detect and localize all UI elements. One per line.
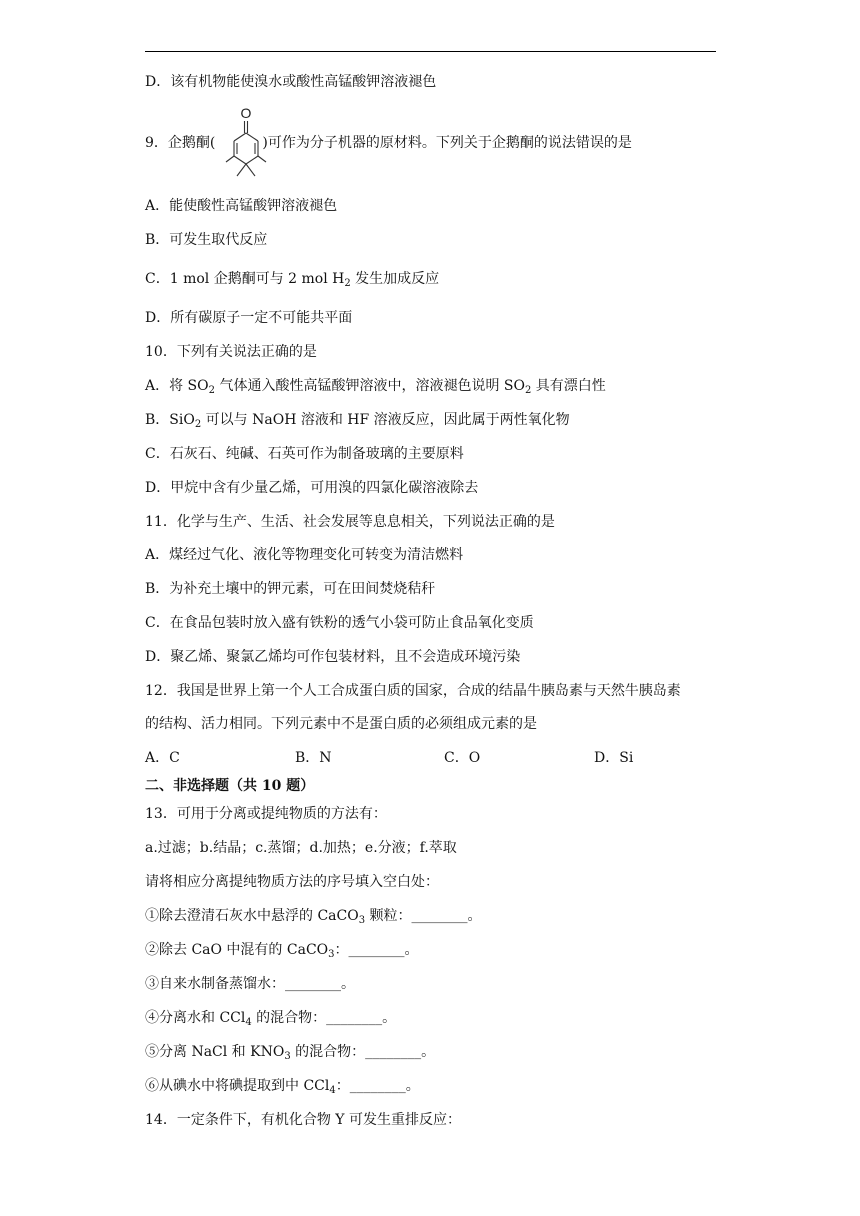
carbonyl-oxygen-label: O [240, 105, 252, 121]
q13-item-1: ①除去澄清石灰水中悬浮的 CaCO$_3$ 颗粒：________。 [145, 908, 482, 926]
section-title: 二、非选择题（共 10 题） [145, 778, 315, 794]
penguinone-structure [221, 103, 271, 183]
q9-stem-post: )可作为分子机器的原材料。下列关于企鹅酮的说法错误的是 [262, 135, 632, 151]
q13-item-3: ③自来水制备蒸馏水：________。 [145, 976, 355, 992]
q9-stem [145, 133, 632, 153]
q11-option-a: A．煤经过气化、液化等物理变化可转变为清洁燃料 [145, 547, 464, 563]
q13-item-2: ②除去 CaO 中混有的 CaCO$_3$：________。 [145, 942, 419, 960]
q10-option-c: C．石灰石、纯碱、石英可作为制备玻璃的主要原料 [145, 446, 464, 462]
q14-stem: 14．一定条件下，有机化合物 Y 可发生重排反应： [145, 1112, 461, 1128]
q13-stem: 13．可用于分离或提纯物质的方法有： [145, 806, 387, 822]
q12-stem-line2: 的结构、活力相同。下列元素中不是蛋白质的必须组成元素的是 [145, 716, 537, 732]
q9-option-a: A．能使酸性高锰酸钾溶液褪色 [145, 198, 338, 214]
q12-option-a: A．C [145, 750, 180, 766]
q9-stem-pre: 9．企鹅酮( [145, 135, 216, 151]
q11-stem: 11．化学与生产、生活、社会发展等息息相关，下列说法正确的是 [145, 514, 555, 530]
q13-item-6: ⑥从碘水中将碘提取到中 CCl$_4$：________。 [145, 1078, 420, 1096]
q11-option-c: C．在食品包装时放入盛有铁粉的透气小袋可防止食品氧化变质 [145, 615, 534, 631]
q10-option-b: B．SiO$_2$ 可以与 NaOH 溶液和 HF 溶液反应，因此属于两性氧化物 [145, 412, 570, 430]
q9-option-b: B．可发生取代反应 [145, 232, 268, 248]
q13-instruction: 请将相应分离提纯物质方法的序号填入空白处： [145, 874, 439, 890]
q10-option-a: A．将 $SO_2$ 气体通入酸性高锰酸钾溶液中，溶液褪色说明 $SO_2$ 具有漂白性 [145, 378, 606, 396]
q11-option-b: B．为补充土壤中的钾元素，可在田间焚烧秸秆 [145, 581, 436, 597]
q9-option-d: D．所有碳原子一定不可能共平面 [145, 310, 353, 326]
q13-item-4: ④分离水和 CCl$_4$ 的混合物：________。 [145, 1010, 397, 1028]
q12-option-c: C．O [444, 750, 481, 766]
q10-option-d: D．甲烷中含有少量乙烯，可用溴的四氯化碳溶液除去 [145, 480, 479, 496]
q12-option-b: B．N [295, 750, 332, 766]
header-rule [145, 51, 716, 52]
q12-stem-line1: 12．我国是世界上第一个人工合成蛋白质的国家，合成的结晶牛胰岛素与天然牛胰岛素 [145, 683, 681, 699]
q12-option-d: D．Si [594, 750, 634, 766]
q8-option-d: D．该有机物能使溴水或酸性高锰酸钾溶液褪色 [145, 74, 437, 90]
q13-methods: a.过滤；b.结晶；c.蒸馏；d.加热；e.分液；f.萃取 [145, 840, 457, 856]
q9-option-c: C．1 mol 企鹅酮可与 2 mol $H_2$ 发生加成反应 [145, 271, 440, 289]
q10-stem: 10．下列有关说法正确的是 [145, 344, 317, 360]
q11-option-d: D．聚乙烯、聚氯乙烯均可作包装材料，且不会造成环境污染 [145, 649, 521, 665]
q13-item-5: ⑤分离 NaCl 和 $KNO_3$ 的混合物：________。 [145, 1044, 436, 1062]
